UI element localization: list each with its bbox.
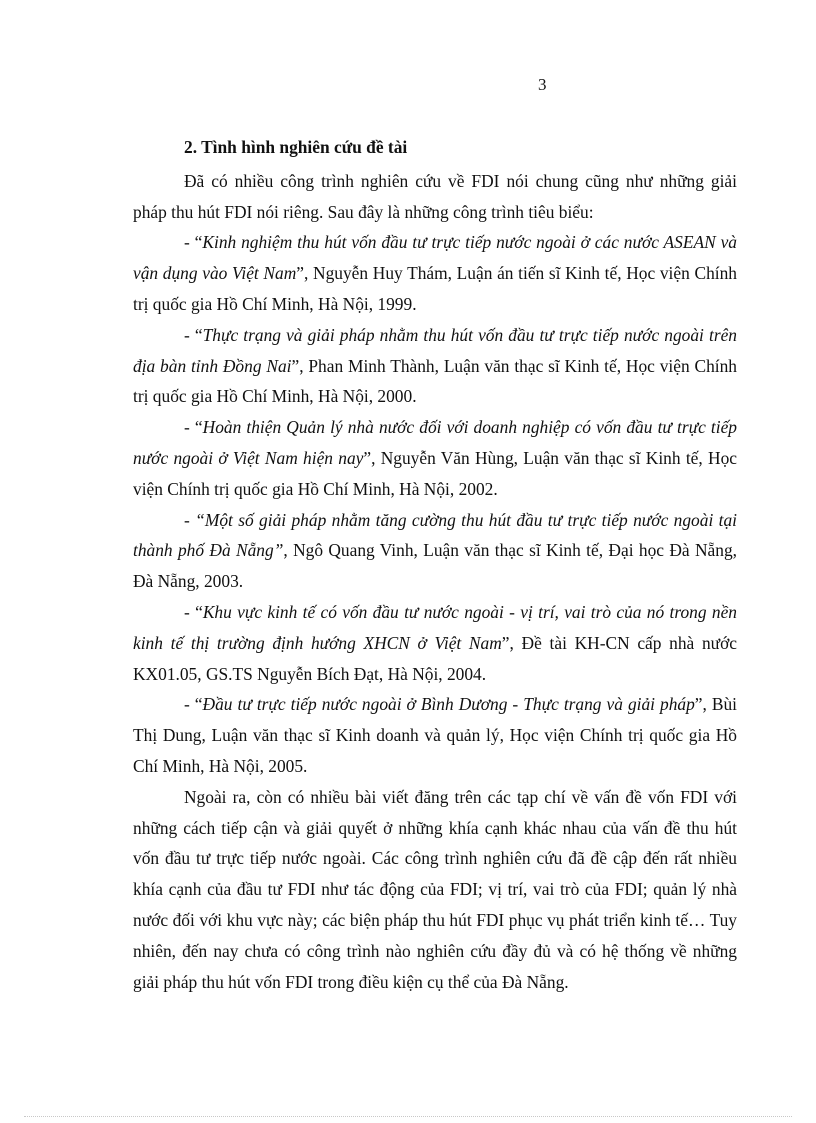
reference-details: ”, Nguyễn Văn Hùng, Luận văn thạc sĩ Kinh tế, Học viện Chính trị quốc gia Hồ Chí Minh, Hà Nội, 2002. <box>133 447 738 499</box>
reference-title: “Một số giải pháp nhằm tăng cường thu hút đầu tư trực tiếp nước ngoài tại thành phố Đà Nẵng” <box>133 509 737 561</box>
reference-title: Hoàn thiện Quản lý nhà nước đối với doanh nghiệp có vốn đầu tư trực tiếp nước ngoài ở Việt Nam hiện nay <box>133 417 738 468</box>
reference-item <box>133 597 737 689</box>
reference-prefix: - <box>184 509 196 530</box>
conclusion-paragraph: Ngoài ra, còn có nhiều bài viết đăng trên các tạp chí về vấn đề vốn FDI với những cách tiếp cận và giải quyết ở những khía cạnh khác nhau của vấn đề thu hút vốn đầu tư trực tiếp nước ngoài. Các công trình nghiên cứu đã đề cập đến rất nhiều khía cạnh của đầu tư FDI như tác động của FDI; vị trí, vai trò của FDI; quản lý nhà nước đối với khu vực này; các biện pháp thu hút FDI phục vụ phát triển kinh tế… Tuy nhiên, đến nay chưa có công trình nào nghiên cứu đầy đủ và có hệ thống về những giải pháp thu hút vốn FDI trong điều kiện cụ thể của Đà Nẵng. <box>133 786 737 992</box>
reference-item <box>133 412 737 504</box>
reference-title: Kinh nghiệm thu hút vốn đầu tư trực tiếp nước ngoài ở các nước ASEAN và vận dụng vào Việt Nam <box>133 232 737 284</box>
reference-details: ”, Đề tài KH-CN cấp nhà nước KX01.05, GS.TS Nguyễn Bích Đạt, Hà Nội, 2004. <box>133 632 737 684</box>
reference-details: ”, Bùi Thị Dung, Luận văn thạc sĩ Kinh doanh và quản lý, Học viện Chính trị quốc gia Hồ Chí Minh, Hà Nội, 2005. <box>133 694 738 776</box>
reference-title: Đầu tư trực tiếp nước ngoài ở Bình Dương - Thực trạng và giải pháp <box>202 694 695 715</box>
reference-title: Thực trạng và giải pháp nhằm thu hút vốn đầu tư trực tiếp nước ngoài trên địa bàn tỉnh Đồng Nai <box>133 324 738 376</box>
reference-details: , Ngô Quang Vinh, Luận văn thạc sĩ Kinh tế, Đại học Đà Nẵng, Đà Nẵng, 2003. <box>133 540 737 592</box>
reference-prefix: - “ <box>184 694 203 715</box>
reference-details: ”, Nguyễn Huy Thám, Luận án tiến sĩ Kinh tế, Học viện Chính trị quốc gia Hồ Chí Minh, Hà Nội, 1999. <box>133 263 737 314</box>
section-heading: 2. Tình hình nghiên cứu đề tài <box>184 137 408 157</box>
reference-prefix: - “ <box>184 601 203 622</box>
page-bottom-divider <box>24 1116 792 1117</box>
reference-prefix: - “ <box>184 417 203 438</box>
intro-paragraph: Đã có nhiều công trình nghiên cứu về FDI nói chung cũng như những giải pháp thu hút FDI nói riêng. Sau đây là những công trình tiêu biểu: <box>133 170 737 222</box>
reference-item <box>133 505 737 597</box>
reference-prefix: - “ <box>184 324 203 345</box>
document-body <box>133 132 737 997</box>
reference-title: Khu vực kinh tế có vốn đầu tư nước ngoài - vị trí, vai trò của nó trong nền kinh tế thị trường định hướng XHCN ở Việt Nam <box>133 601 737 653</box>
page-number: 3 <box>538 75 547 94</box>
reference-item <box>133 320 737 412</box>
reference-details: ”, Phan Minh Thành, Luận văn thạc sĩ Kinh tế, Học viện Chính trị quốc gia Hồ Chí Minh, Hà Nội, 2000. <box>133 355 738 407</box>
reference-item <box>133 227 737 319</box>
reference-item <box>133 689 737 781</box>
reference-prefix: - “ <box>184 232 203 253</box>
